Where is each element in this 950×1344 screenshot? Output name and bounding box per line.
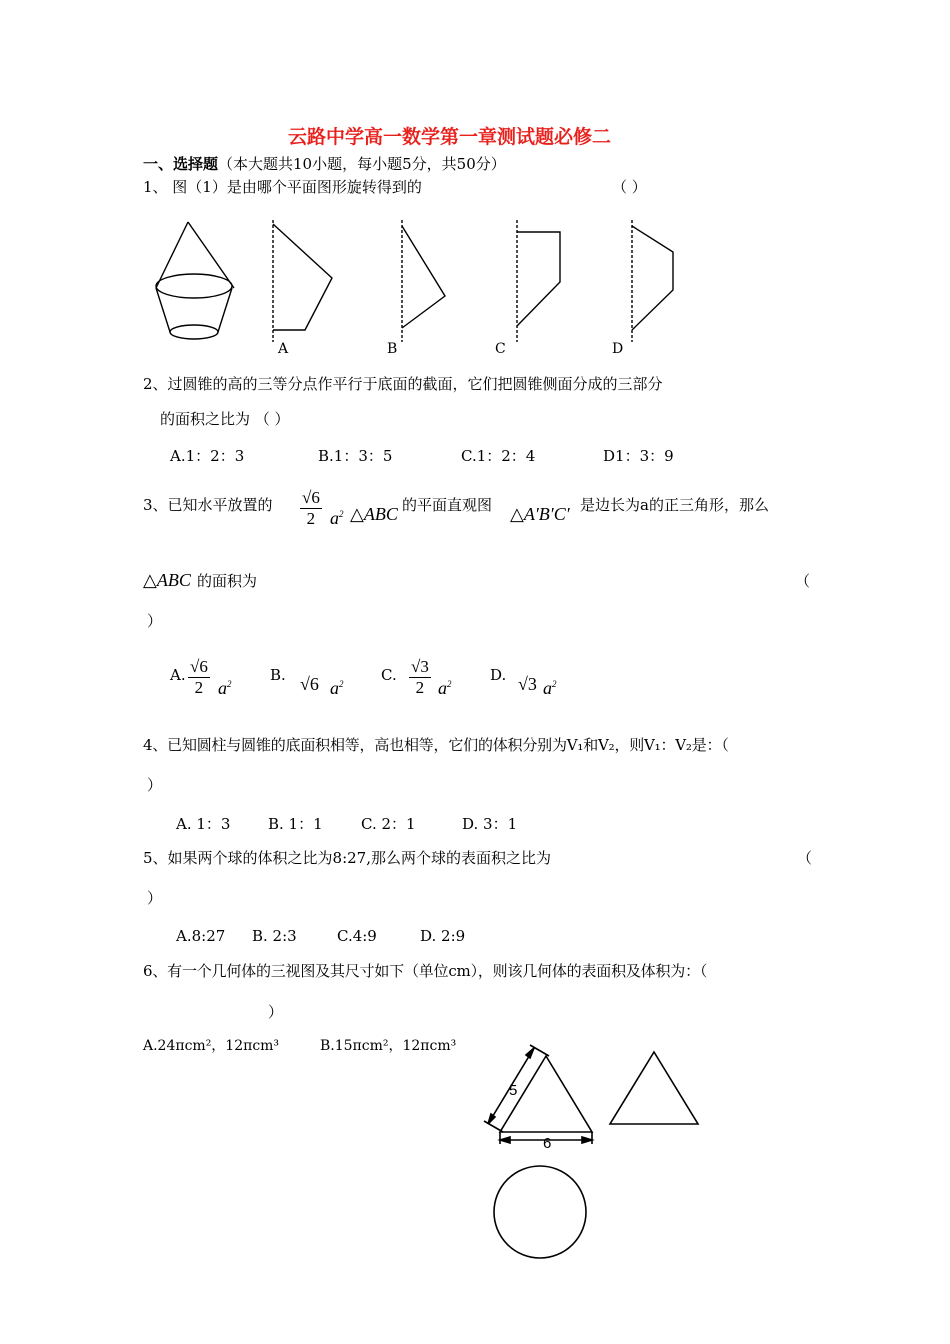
three-view-diagram (470, 1040, 710, 1270)
variable-a: a (330, 678, 339, 698)
question-3-a-squared (330, 505, 344, 527)
question-5-option-a: A.8:27 (176, 927, 226, 945)
question-4-bracket-close: ） (147, 776, 163, 794)
question-3-line-2: 的面积为 (197, 572, 258, 590)
variable-a: a (438, 678, 447, 698)
radicand: 6 (309, 674, 319, 694)
question-4-option-b: B. 1：1 (268, 815, 323, 833)
question-6-option-a: A.24πcm²，12πcm³ (143, 1038, 280, 1054)
option-a-fraction: $\frac{√6}{2}$ (190, 657, 208, 697)
exponent: 2 (339, 679, 344, 689)
variable-a: a (543, 678, 552, 698)
question-3-option-c: C. (381, 666, 397, 684)
question-5-option-c: C.4:9 (337, 927, 377, 945)
question-2-line-1: 2、过圆锥的高的三等分点作平行于底面的截面，它们把圆锥侧面分成的三部分 (143, 375, 663, 393)
question-5-bracket-open: （ (797, 849, 813, 867)
radicand: 6 (311, 488, 320, 507)
question-2-option-d: D1：3：9 (603, 447, 674, 465)
question-5-text: 5、如果两个球的体积之比为8:27,那么两个球的表面积之比为 (143, 849, 551, 867)
question-2-option-a: A.1：2：3 (170, 447, 245, 465)
question-3-option-a: A. (170, 666, 186, 684)
question-2-line-2: 的面积之比为 （ ） (160, 410, 290, 428)
section-heading-note: （本大题共10小题，每小题5分，共50分） (218, 155, 506, 173)
option-c-a-squared (438, 675, 452, 697)
side-view-triangle (610, 1052, 698, 1124)
question-3-triangle-prime: △A′B′C′ (510, 504, 570, 524)
dimension-label-6: 6 (543, 1135, 552, 1152)
question-4-option-c: C. 2：1 (361, 815, 416, 833)
option-a-a-squared (218, 675, 232, 697)
question-6-option-b: B.15πcm²，12πcm³ (320, 1038, 457, 1054)
question-2-option-b: B.1：3：5 (318, 447, 393, 465)
figure-1-solid (156, 222, 234, 339)
variable-a: a (218, 678, 227, 698)
option-a-label: A (278, 341, 289, 357)
radicand: 3 (527, 674, 537, 694)
section-heading (143, 155, 506, 173)
option-c-label: C (495, 341, 506, 357)
question-4-text: 4、已知圆柱与圆锥的底面积相等，高也相等，它们的体积分别为V₁和V₂，则V₁：V₂是：（ (143, 736, 729, 754)
page-title: 云路中学高一数学第一章测试题必修二 (288, 126, 612, 148)
top-view-circle (494, 1166, 586, 1258)
option-c-shape (517, 220, 560, 342)
question-1-bracket: （ ） (612, 178, 647, 196)
question-6-text: 6、有一个几何体的三视图及其尺寸如下（单位cm），则该几何体的表面积及体积为：（ (143, 962, 708, 980)
question-3-option-d: D. (490, 666, 507, 684)
exponent: 2 (447, 679, 452, 689)
question-2-option-c: C.1：2：4 (461, 447, 536, 465)
question-3-triangle-abc: △ABC (350, 504, 398, 524)
section-heading-label: 一、选择题 (143, 155, 219, 173)
question-6-bracket-close: ） (268, 1003, 284, 1021)
question-3-option-b: B. (270, 666, 286, 684)
question-1-figures (140, 210, 700, 360)
option-b-sqrt: √6 (300, 674, 319, 694)
option-c-fraction: $\frac{√3}{2}$ (411, 657, 429, 697)
question-4-option-a: A. 1：3 (176, 815, 231, 833)
question-5-option-d: D. 2:9 (420, 927, 466, 945)
radicand: 6 (199, 657, 208, 676)
question-3-bracket-open: （ (795, 572, 811, 590)
question-3-triangle-abc-2: △ABC (143, 570, 191, 590)
dimension-label-5: 5 (509, 1082, 518, 1099)
denominator: 2 (194, 678, 204, 697)
question-5-option-b: B. 2:3 (252, 927, 297, 945)
question-3-bracket-close: ） (147, 612, 163, 630)
option-a-shape (273, 220, 332, 342)
question-3-suffix: 是边长为a的正三角形，那么 (580, 496, 769, 514)
option-b-shape (402, 220, 445, 342)
option-d-shape (632, 220, 673, 342)
question-1-text: 1、 图（1）是由哪个平面图形旋转得到的 (143, 178, 422, 196)
question-3-fraction: $\frac{√6}{2}$ (302, 488, 320, 528)
option-b-a-squared (330, 675, 344, 697)
variable-a: a (330, 508, 339, 528)
option-b-label: B (387, 341, 398, 357)
radicand: 3 (420, 657, 429, 676)
question-4-option-d: D. 3：1 (462, 815, 518, 833)
option-d-sqrt: √3 (518, 674, 537, 694)
option-d-a-squared (543, 675, 557, 697)
option-d-label: D (612, 341, 624, 357)
question-3-mid: 的平面直观图 (402, 496, 493, 514)
question-5-bracket-close: ） (147, 889, 163, 907)
question-3-prefix: 3、已知水平放置的 (143, 496, 273, 514)
exponent: 2 (339, 509, 344, 519)
denominator: 2 (306, 509, 316, 528)
exponent: 2 (227, 679, 232, 689)
exponent: 2 (552, 679, 557, 689)
denominator: 2 (415, 678, 425, 697)
